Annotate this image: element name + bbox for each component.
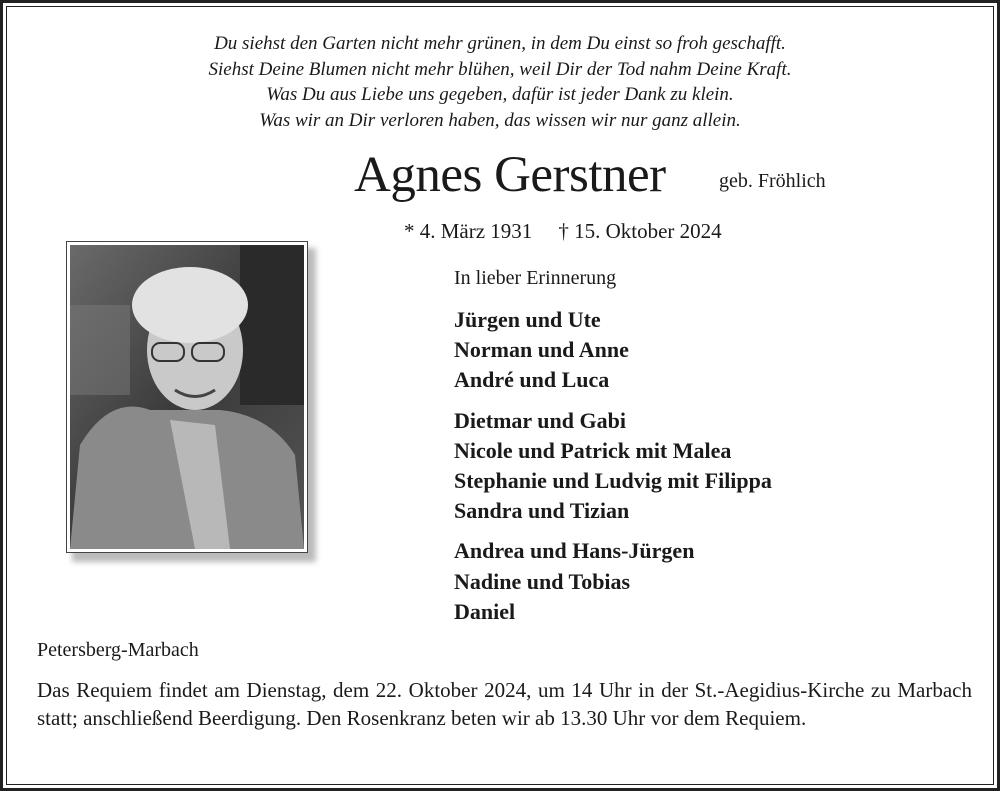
requiem-notice: Das Requiem findet am Dienstag, dem 22. Oktober 2024, um 14 Uhr in der St.-Aegidius-Kirche zu Marbach statt; anschließend Beerdigung. Den Rosenkranz beten wir ab 13.30 Uhr vor dem Requiem. — [37, 678, 972, 730]
mourner: Andrea und Hans-Jürgen — [454, 538, 695, 564]
mourner-group — [454, 305, 772, 396]
mourner: Jürgen und Ute — [454, 307, 601, 332]
mourner: Nadine und Tobias — [454, 568, 631, 594]
mourner: Sandra und Tizian — [454, 498, 630, 524]
birth-date: * 4. März 1931 — [404, 219, 533, 243]
deceased-name: Agnes Gerstner — [354, 147, 666, 203]
mourner: Stephanie und Ludvig mit Filippa — [454, 468, 772, 494]
memory-line: In lieber Erinnerung — [454, 267, 617, 289]
mourner-group — [454, 536, 772, 627]
mourner: Dietmar und Gabi — [454, 407, 626, 433]
place: Petersberg-Marbach — [37, 639, 199, 661]
mourner: Nicole und Patrick mit Malea — [454, 437, 732, 463]
life-dates — [404, 219, 722, 244]
mourners-list — [454, 305, 772, 637]
poem — [0, 31, 1000, 133]
death-date: † 15. Oktober 2024 — [558, 219, 722, 243]
maiden-name: geb. Fröhlich — [719, 170, 826, 192]
poem-line: Was Du aus Liebe uns gegeben, dafür ist jeder Dank zu klein. — [266, 84, 734, 105]
mourner-group — [454, 406, 772, 527]
poem-line: Was wir an Dir verloren haben, das wissen wir nur ganz allein. — [259, 109, 741, 131]
mourner: Daniel — [454, 598, 516, 624]
portrait-photo — [66, 241, 308, 553]
mourner: Norman und Anne — [454, 337, 629, 363]
mourner: André und Luca — [454, 367, 610, 393]
poem-line: Siehst Deine Blumen nicht mehr blühen, weil Dir der Tod nahm Deine Kraft. — [208, 58, 792, 80]
poem-line: Du siehst den Garten nicht mehr grünen, in dem Du einst so froh geschafft. — [214, 33, 786, 54]
